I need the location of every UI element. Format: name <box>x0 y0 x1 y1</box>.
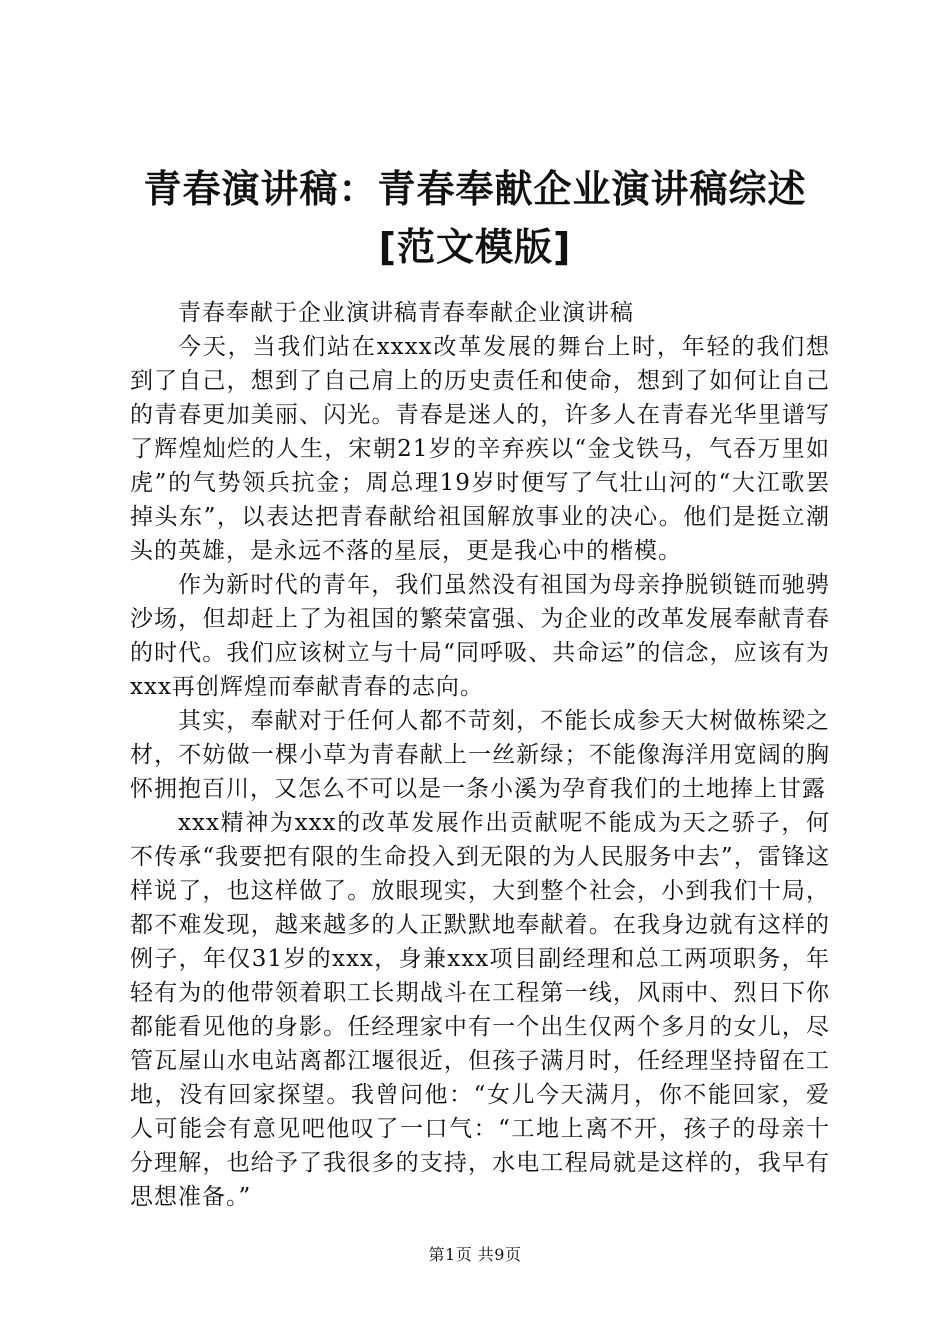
document-title: 青春演讲稿：青春奉献企业演讲稿综述[范文模版] <box>143 167 807 269</box>
paragraph-5: xxx精神为xxx的改革发展作出贡献呢不能成为天之骄子，何不传承“我要把有限的生命投入到无限的为人民服务中去”，雷锋这样说了，也这样做了。放眼现实，大到整个社会，小到我们十局，都不难发现，越来越多的人正默默地奉献着。在我身边就有这样的例子，年仅31岁的xxx，身兼xxx项目副经理和总工两项职务，年轻有为的他带领着职工长期战斗在工程第一线，风雨中、烈日下你都能看见他的身影。任经理家中有一个出生仅两个多月的女儿，尽管瓦屋山水电站离都江堰很近，但孩子满月时，任经理坚持留在工地，没有回家探望。我曾问他：“女儿今天满月，你不能回家，爱人可能会有意见吧他叹了一口气：“工地上离不开，孩子的母亲十分理解，也给予了我很多的支持，水电工程局就是这样的，我早有思想准备。” <box>130 810 830 1210</box>
document-body <box>130 296 830 1214</box>
paragraph-2: 今天，当我们站在xxxx改革发展的舞台上时，年轻的我们想到了自己，想到了自己肩上的历史责任和使命，想到了如何让自己的青春更加美丽、闪光。青春是迷人的，许多人在青春光华里谱写了辉煌灿烂的人生，宋朝21岁的辛弃疾以“金戈铁马，气吞万里如虎”的气势领兵抗金；周总理19岁时便写了气壮山河的“大江歌罢掉头东”，以表达把青春献给祖国解放事业的决心。他们是挺立潮头的英雄，是永远不落的星辰，更是我心中的楷模。 <box>130 334 830 564</box>
page-footer: 第1页 共9页 <box>428 1245 522 1264</box>
paragraph-1: 青春奉献于企业演讲稿青春奉献企业演讲稿 <box>178 300 634 326</box>
paragraph-4: 其实，奉献对于任何人都不苛刻，不能长成参天大树做栋梁之材，不妨做一棵小草为青春献上一丝新绿；不能像海洋用宽阔的胸怀拥抱百川，又怎么不可以是一条小溪为孕育我们的土地捧上甘露 <box>130 708 830 802</box>
paragraph-3: 作为新时代的青年，我们虽然没有祖国为母亲挣脱锁链而驰骋沙场，但却赶上了为祖国的繁荣富强、为企业的改革发展奉献青春的时代。我们应该树立与十局“同呼吸、共命运”的信念，应该有为xxx再创辉煌而奉献青春的志向。 <box>130 572 830 700</box>
